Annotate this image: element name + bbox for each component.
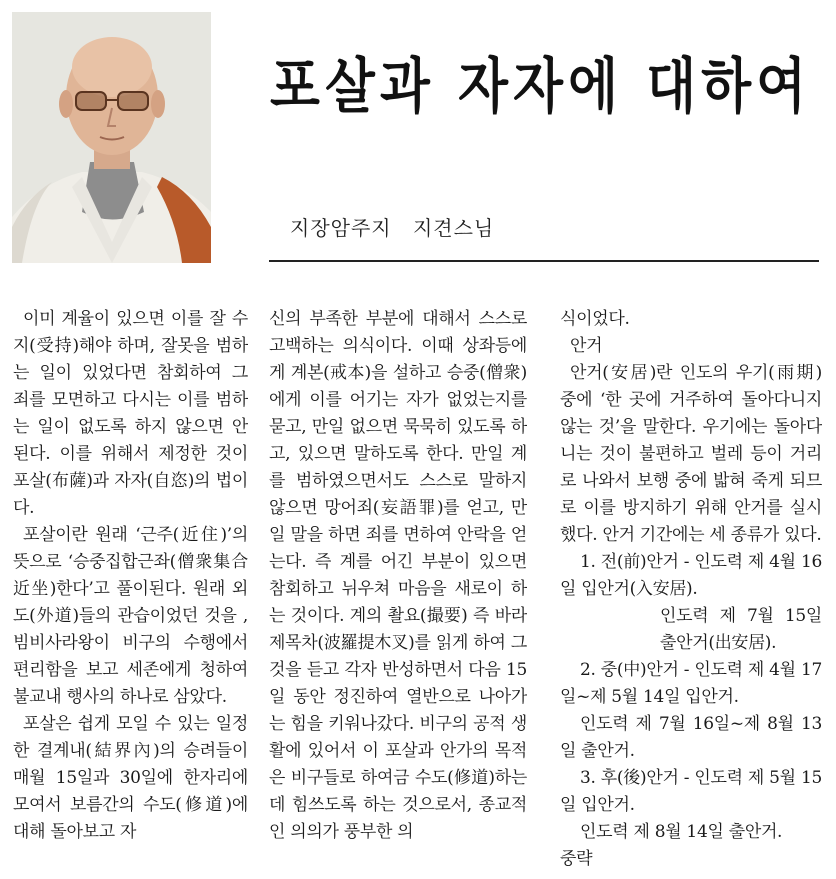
list-item: 인도력 제 7월 16일~제 8월 13일 출안거.	[560, 714, 822, 761]
author-name: 지견스님	[412, 216, 495, 240]
section-heading: 안거	[570, 336, 603, 356]
paragraph: 신의 부족한 부분에 대해서 스스로 고백하는 의식이다. 이때 상좌등에게 계본(戒本)을 설하고 승중(僧衆)에게 이를 어기는 자가 없었는지를 묻고, 만일 없으면 묵묵히 있도록 하고, 있으면 말하도록 한다. 만일 계를 범하였으면서도 스스로 말하지 않으면 망어죄(妄語罪)를 얻고, 만일 말을 하면 죄를 면하여 안락을 얻는다. 즉 계를 어긴 부분이 있으면 참회하고 뉘우쳐 마음을 새로이 하는 것이다. 계의 촬요(撮要) 즉 바라제목차(波羅提木叉)를 읽게 하여 그것을 듣고 각자 반성하면서 다음 15일 동안 정진하여 열반으로 나아가는 힘을 키워나갔다. 비구의 공적 생활에 있어서 이 포살과 안가의 목적은 비구들로 하여금 수도(修道)하는데 힘쓰도록 하는 것으로서, 종교적인 의의가 풍부한 의	[269, 309, 527, 842]
text-column-3	[560, 306, 822, 866]
list-item: 2. 중(中)안거 - 인도력 제 4월 17일~제 5월 14일 입안거.	[560, 660, 822, 707]
list-item: 1. 전(前)안거 - 인도력 제 4월 16일 입안거(入安居).	[560, 552, 822, 599]
author-role: 지장암주지	[290, 216, 392, 240]
paragraph: 포살은 쉽게 모일 수 있는 일정한 결계내(結界內)의 승려들이 매월 15일과 30일에 한자리에 모여서 보름간의 수도(修道)에 대해 돌아보고 자	[13, 714, 248, 842]
text-column-2	[269, 306, 527, 866]
list-item: 인도력 제 7월 15일 출안거(出安居).	[660, 606, 822, 653]
ellipsis-note: 중략	[560, 849, 593, 866]
portrait-of-monk-icon	[12, 12, 211, 263]
author-photo	[12, 12, 211, 263]
title-divider	[269, 260, 819, 262]
paragraph: 포살이란 원래 ‘근주(近住)’의 뜻으로 ‘승중집합근좌(僧衆集合近坐)한다’고 풀이된다. 원래 외도(外道)들의 관습이었던 것을 , 빔비사라왕이 비구의 수행에서 편리함을 보고 세존에게 청하여 불교내 행사의 하나로 삼았다.	[13, 525, 248, 707]
paragraph: 안거(安居)란 인도의 우기(雨期) 중에 ‘한 곳에 거주하여 돌아다니지 않는 것’을 말한다. 우기에는 돌아다니는 것이 불편하고 벌레 등이 거리로 나와서 보행 중에 밟혀 죽게 되므로 이를 방지하기 위해 안거를 실시했다. 안거 기간에는 세 종류가 있다.	[560, 363, 822, 545]
paragraph: 이미 계율이 있으면 이를 잘 수지(受持)해야 하며, 잘못을 범하는 일이 있었다면 참회하여 그 죄를 모면하고 다시는 이를 범하는 일이 없도록 하지 않으면 안 된다. 이를 위해서 제정한 것이 포살(布薩)과 자자(自恣)의 법이다.	[13, 309, 248, 518]
list-item: 3. 후(後)안거 - 인도력 제 5월 15일 입안거.	[560, 768, 822, 815]
byline	[290, 212, 494, 241]
text-column-1	[13, 306, 248, 866]
paragraph: 식이었다.	[560, 309, 630, 329]
list-item: 인도력 제 8월 14일 출안거.	[580, 822, 783, 842]
article-title: 포살과 자자에 대하여	[270, 52, 812, 122]
